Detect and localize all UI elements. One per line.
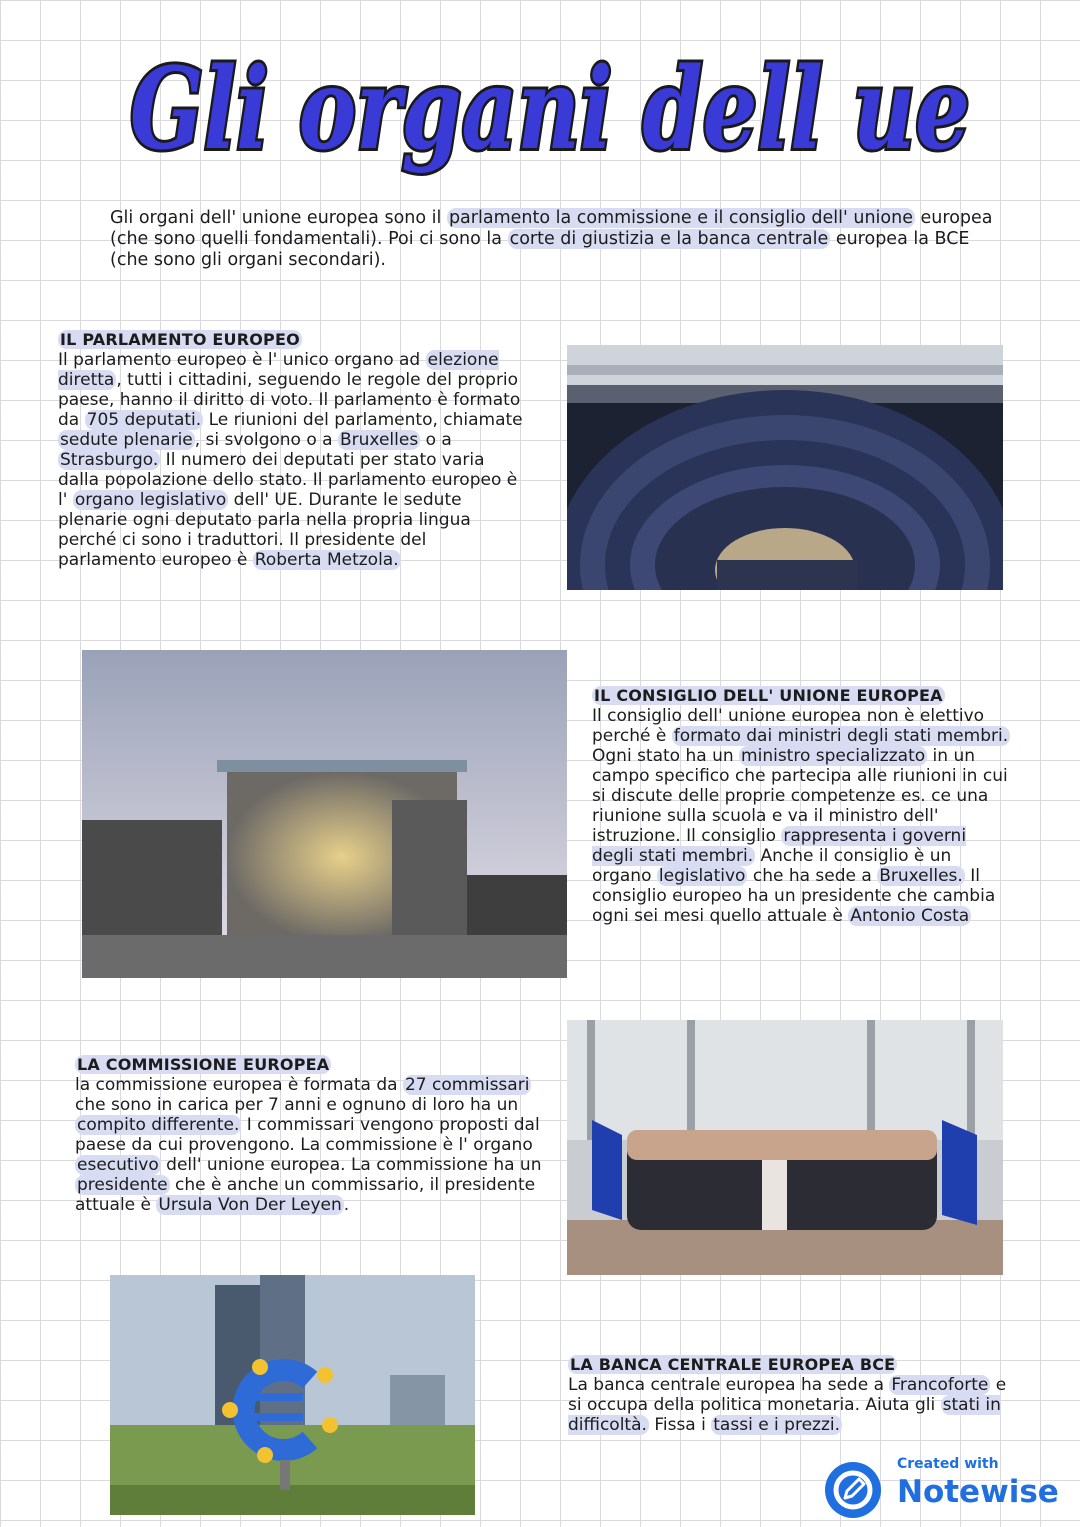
body-highlight: 705 deputati. [86,410,202,430]
body-text: , si svolgono o a [194,430,338,450]
body-text: I commissari vengono proposti dal paese da cui provengono. La commissione è l' organo [75,1115,540,1155]
body-text: Ogni stato ha un [592,746,740,766]
section-body [592,706,1012,926]
body-text: . [343,1195,350,1215]
body-text: dell' unione europea. La commissione ha un [160,1155,542,1175]
intro-highlight: corte di giustizia e la banca centrale [509,229,829,249]
body-text: la commissione europea è formata da [75,1075,403,1095]
body-highlight: presidente [77,1175,168,1195]
europa-building-photo [82,650,567,978]
notewise-brand[interactable] [825,1456,1065,1520]
page-title [110,20,990,195]
body-text: Fissa i [648,1415,712,1435]
body-text: Il numero dei deputati per stato varia dalla popolazione dello stato. Il parlamento europeo è l' [58,450,518,510]
section-heading: IL PARLAMENTO EUROPEO [60,330,300,349]
created-with-label: Created with [897,1456,999,1472]
body-highlight: 27 commissari [404,1075,530,1095]
body-text: in un campo specifico che partecipa alle riunioni in cui si discute delle proprie competenze es. ce una riunione sulla scuola e va il ministro dell' istruzione. Il consiglio [592,746,1008,846]
body-text: che è anche un commissario, il presidente attuale è [75,1175,536,1215]
body-highlight: compito differente. [77,1115,240,1135]
ecb-euro-photo [110,1275,475,1515]
body-highlight: Strasburgo. [60,450,159,470]
parliament-photo [567,345,1003,590]
body-text: , tutti i cittadini, seguendo le regole del proprio paese, hanno il diritto di voto. Il parlamento è formato da [58,370,521,430]
section-heading: IL CONSIGLIO DELL' UNIONE EUROPEA [594,686,943,705]
body-highlight: stati in difficoltà. [568,1395,1001,1435]
pencil-icon [825,1462,881,1518]
body-text: che sono in carica per 7 anni e ognuno di loro ha un [75,1095,519,1115]
body-highlight: esecutivo [77,1155,159,1175]
body-text: e si occupa della politica monetaria. Aiuta gli [568,1375,1007,1415]
section-parlamento [58,330,528,570]
intro-text: Gli organi dell' unione europea sono il [110,208,447,228]
section-body [568,1375,1018,1435]
body-highlight: Bruxelles. [879,866,963,886]
section-heading: LA BANCA CENTRALE EUROPEA BCE [570,1355,896,1374]
body-highlight: Francoforte [891,1375,989,1395]
body-highlight: formato dai ministri degli stati membri. [673,726,1009,746]
body-text: o a [420,430,452,450]
body-text: Anche il consiglio è un organo [592,846,952,886]
page-title-text: Gli organi dell ue [130,44,971,175]
body-highlight: Bruxelles [339,430,419,450]
intro-highlight: parlamento la commissione e il consiglio dell' unione [448,208,913,228]
section-commissione [75,1055,545,1215]
body-highlight: rappresenta i governi degli stati membri. [592,826,967,866]
section-consiglio [592,686,1012,926]
section-bce [568,1355,1018,1435]
intro-text: europea (che sono quelli fondamentali). Poi ci sono la [110,208,993,249]
body-highlight: Roberta Metzola. [254,550,399,570]
body-highlight: organo legislativo [74,490,227,510]
body-text: Il consiglio dell' unione europea non è elettivo perché è [592,706,985,746]
body-highlight: sedute plenarie [60,430,193,450]
body-highlight: ministro specializzato [741,746,926,766]
intro-paragraph [110,208,1010,271]
body-highlight: elezione diretta [58,350,499,390]
body-highlight: Ursula Von Der Leyen [158,1195,342,1215]
brand-name: Notewise [897,1474,1059,1510]
body-highlight: Antonio Costa [850,906,970,926]
intro-text: europea la BCE (che sono gli organi secondari). [110,229,970,270]
section-body [58,350,528,570]
body-text: dell' UE. Durante le sedute plenarie ogni deputato parla nella propria lingua perché ci sono i traduttori. Il presidente del parlamento europeo è [58,490,471,570]
body-highlight: legislativo [658,866,746,886]
body-text: La banca centrale europea ha sede a [568,1375,890,1395]
commission-group-photo [567,1020,1003,1275]
body-text: che ha sede a [747,866,878,886]
body-text: Le riunioni del parlamento, chiamate [203,410,523,430]
body-text: Il parlamento europeo è l' unico organo ad [58,350,426,370]
body-highlight: tassi e i prezzi. [713,1415,841,1435]
body-text: Il consiglio europeo ha un presidente che cambia ogni sei mesi quello attuale è [592,866,996,926]
section-heading: LA COMMISSIONE EUROPEA [77,1055,330,1074]
section-body [75,1075,545,1215]
